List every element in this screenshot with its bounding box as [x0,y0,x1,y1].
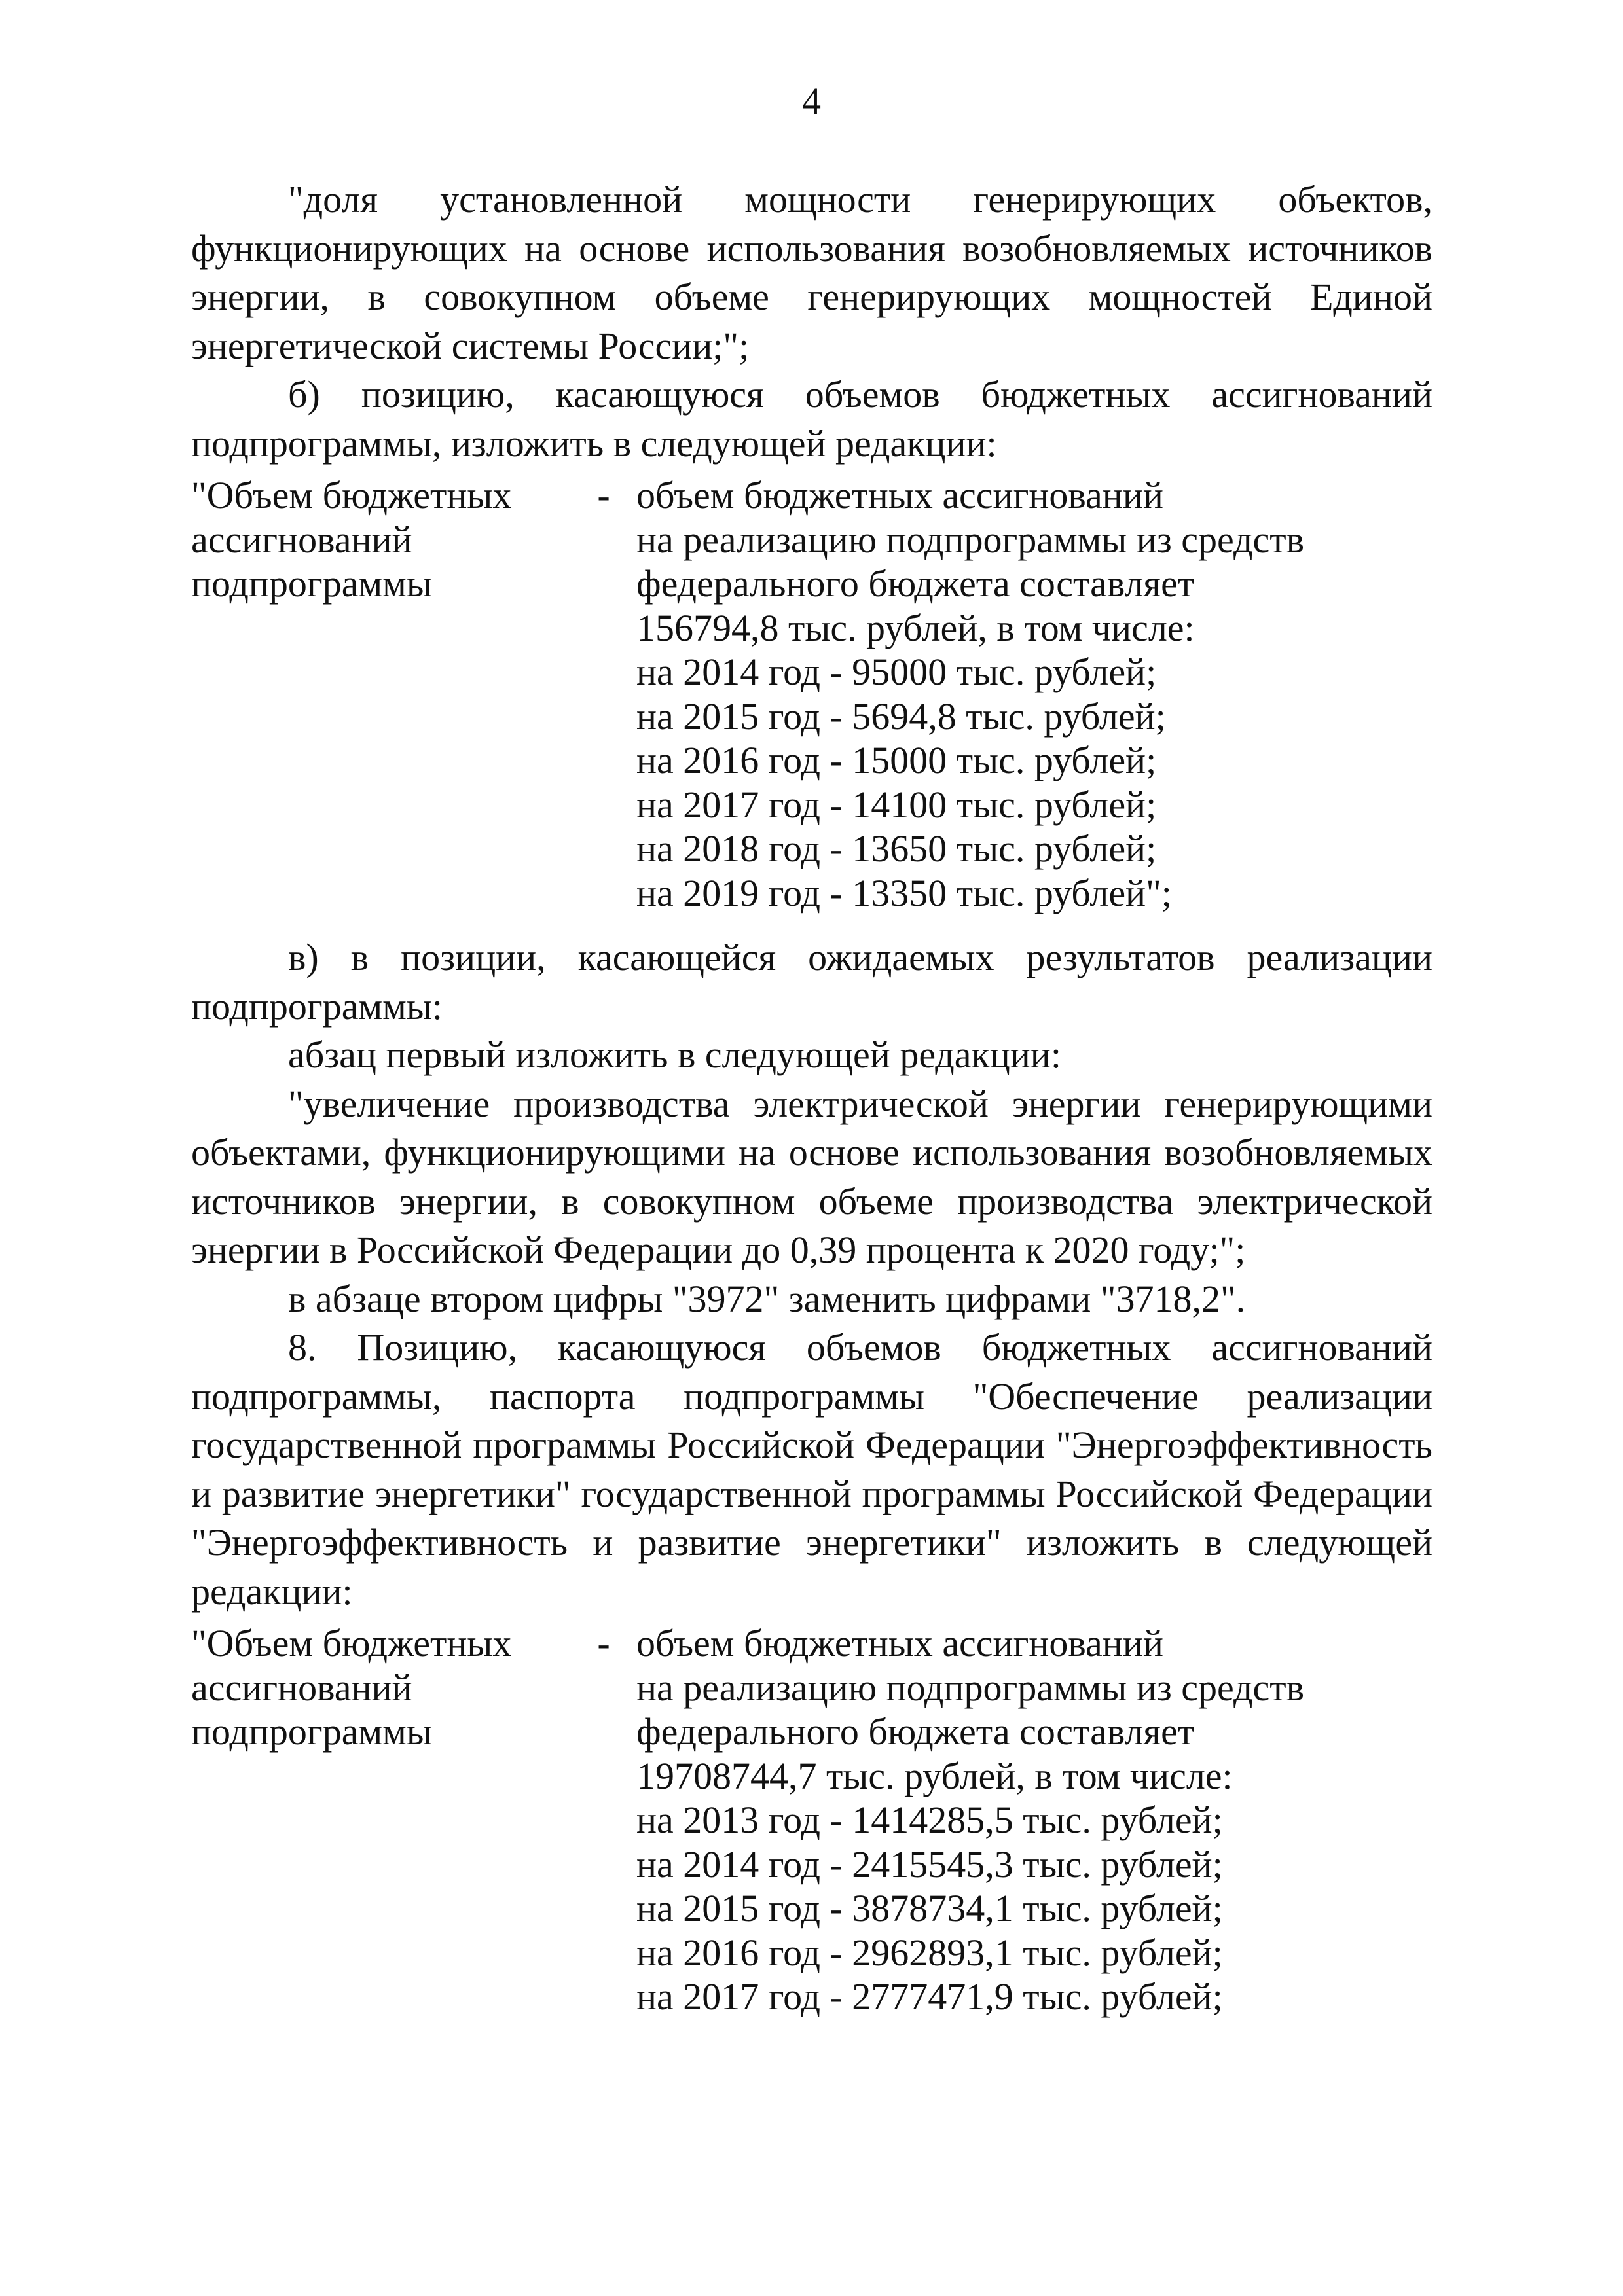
budget-block-2-value [636,1621,1432,2019]
value-line: объем бюджетных ассигнований [636,1622,1163,1664]
label-line: ассигнований [191,1666,412,1709]
label-line: подпрограммы [191,1710,432,1753]
label-line: подпрограммы [191,562,432,605]
paragraph-b: б) позицию, касающуюся объемов бюджетных ассигнований подпрограммы, изложить в следующей редакции: [191,373,1432,465]
value-line: 156794,8 тыс. рублей, в том числе: [636,606,1195,649]
paragraph-abzac-first: абзац первый изложить в следующей редакции: [288,1033,1061,1076]
value-line: на 2017 год - 2777471,9 тыс. рублей; [636,1975,1223,2018]
budget-block-2 [191,1621,1432,2019]
paragraph-abzac-second: в абзаце втором цифры "3972" заменить цифрами "3718,2". [288,1277,1246,1320]
budget-block-2-label [191,1621,571,2019]
paragraph-quote-production: "увеличение производства электрической энергии генерирующими объектами, функционирующими на основе использования возобновляемых источников энергии, в совокупном объеме производства электрической энергии в Российской Федерации до 0,39 процента к 2020 году;"; [191,1082,1432,1271]
value-line: на 2016 год - 15000 тыс. рублей; [636,739,1157,781]
value-line: на 2014 год - 2415545,3 тыс. рублей; [636,1842,1223,1886]
label-line: "Объем бюджетных [191,474,512,516]
value-line: на 2014 год - 95000 тыс. рублей; [636,651,1157,693]
value-line: федерального бюджета составляет [636,562,1195,605]
value-line: на 2013 год - 1414285,5 тыс. рублей; [636,1799,1223,1841]
value-line: на реализацию подпрограммы из средств [636,518,1305,561]
budget-block-1-value [636,473,1432,915]
paragraph-8: 8. Позицию, касающуюся объемов бюджетных ассигнований подпрограммы, паспорта подпрограммы "Обеспечение реализации государственной программы Российской Федерации "Энергоэффективность и развитие энергетики" государственной программы Российской Федерации "Энергоэффективность и развитие энергетики" изложить в следующей редакции: [191,1326,1432,1613]
label-line: "Объем бюджетных [191,1622,512,1664]
budget-block-1-label [191,473,571,915]
value-line: на 2019 год - 13350 тыс. рублей"; [636,871,1172,914]
document-body [191,175,1432,2019]
budget-block-1 [191,473,1432,915]
value-line: на 2018 год - 13650 тыс. рублей; [636,827,1157,870]
value-line: на 2016 год - 2962893,1 тыс. рублей; [636,1931,1223,1974]
value-line: на 2017 год - 14100 тыс. рублей; [636,783,1157,826]
value-line: федерального бюджета составляет [636,1710,1195,1753]
dash-separator: - [597,1622,610,1664]
label-line: ассигнований [191,518,412,561]
value-line: на 2015 год - 3878734,1 тыс. рублей; [636,1887,1223,1929]
value-line: на реализацию подпрограммы из средств [636,1666,1305,1709]
value-line: объем бюджетных ассигнований [636,474,1163,516]
value-line: на 2015 год - 5694,8 тыс. рублей; [636,694,1166,738]
paragraph-quote-share: "доля установленной мощности генерирующих объектов, функционирующих на основе использования возобновляемых источников энергии, в совокупном объеме генерирующих мощностей Единой энергетической системы России;"; [191,178,1432,367]
value-line: 19708744,7 тыс. рублей, в том числе: [636,1754,1233,1797]
paragraph-v: в) в позиции, касающейся ожидаемых результатов реализации подпрограммы: [191,936,1432,1028]
page-number: 4 [802,80,821,122]
dash-separator: - [597,474,610,516]
